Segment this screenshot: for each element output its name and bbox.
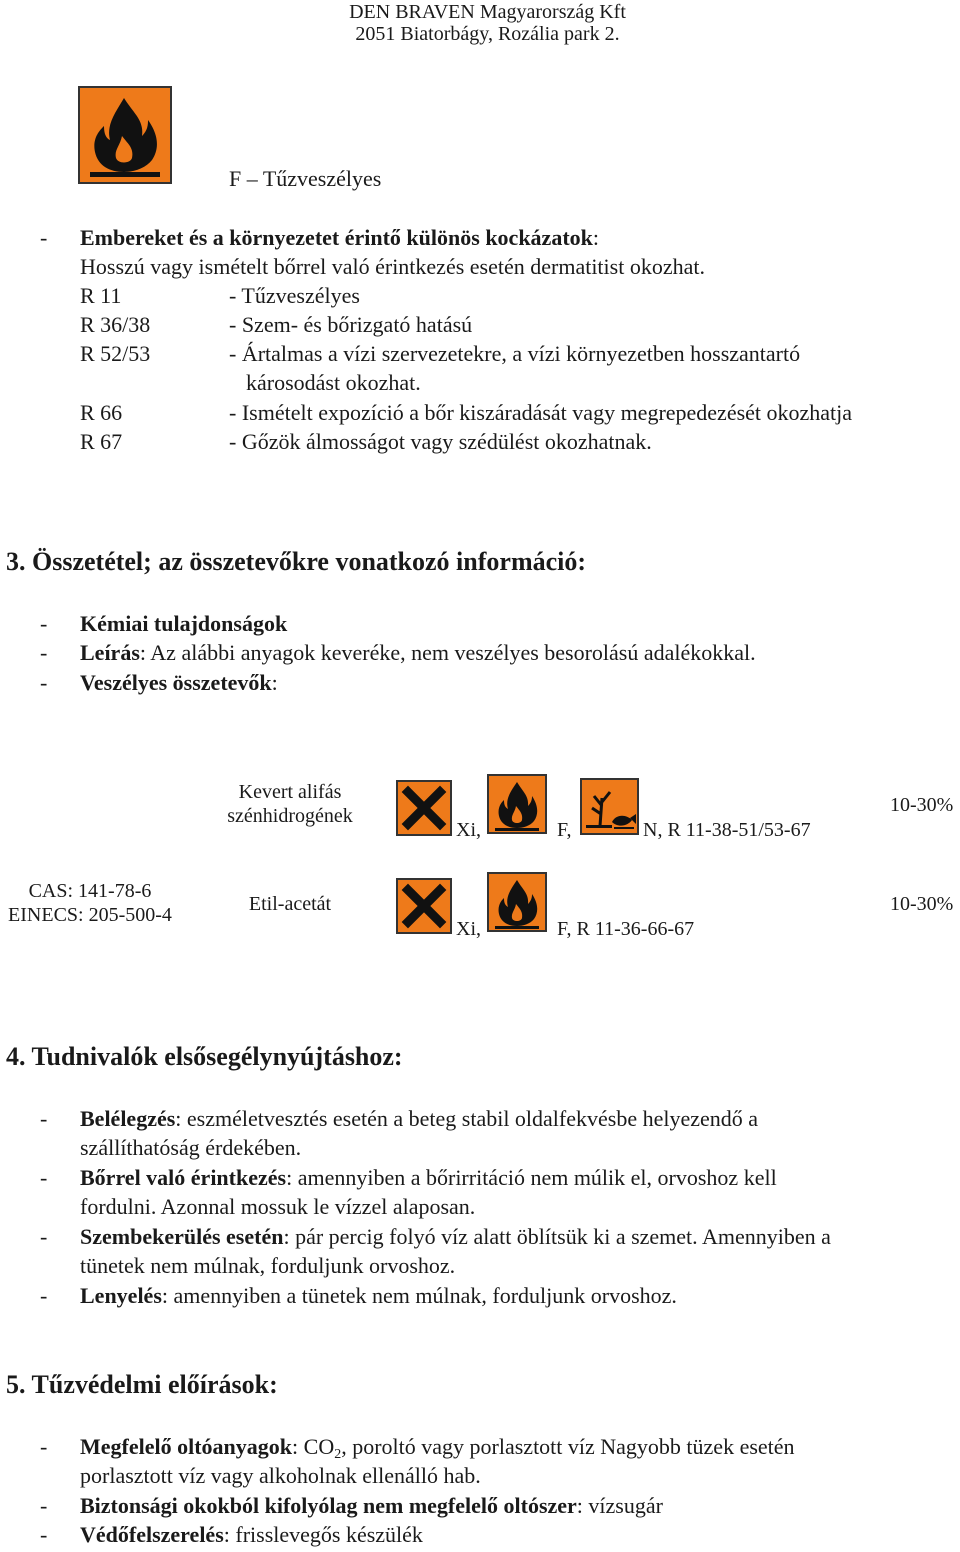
s3-item — [80, 638, 756, 667]
section5-heading: 5. Tűzvédelmi előírások: — [6, 1370, 278, 1399]
s4-item — [80, 1104, 758, 1133]
s4-item-label: Bőrrel való érintkezés — [80, 1165, 287, 1190]
s4-item — [80, 1281, 677, 1310]
bullet-dash: - — [40, 1522, 48, 1547]
r-code: R 11 — [80, 283, 122, 308]
bullet-dash: - — [40, 1434, 48, 1459]
s4-item-label: Belélegzés — [80, 1106, 176, 1131]
s5-item-cont: porlasztott víz vagy alkoholnak ellenálló hab. — [80, 1463, 481, 1488]
s5-item-label: Biztonsági okokból kifolyólag nem megfelelő oltószer — [80, 1493, 577, 1518]
s3-item-text: : Az alábbi anyagok keveréke, nem veszélyes besorolású adalékokkal. — [139, 640, 756, 665]
harmful-irritant-icon — [396, 780, 452, 836]
s3-item-label: Kémiai tulajdonságok — [80, 611, 288, 636]
s3-item-label: Leírás — [80, 640, 140, 665]
bullet-dash: - — [40, 1493, 48, 1518]
component-name: Kevert alifás — [238, 781, 342, 803]
risks-intro: Hosszú vagy ismételt bőrrel való érintkezés esetén dermatitist okozhat. — [80, 254, 705, 279]
flammable-icon — [487, 774, 549, 836]
subscript: 2 — [334, 1447, 342, 1462]
section4-heading: 4. Tudnivalók elsősegélynyújtáshoz: — [6, 1042, 403, 1071]
harmful-irritant-icon — [396, 878, 452, 934]
bullet-dash: - — [40, 1224, 48, 1249]
cas-number: CAS: 141-78-6 — [28, 880, 152, 902]
section3-heading: 3. Összetétel; az összetevőkre vonatkozó információ: — [6, 547, 587, 576]
s4-item — [80, 1163, 777, 1192]
symbol-code: F, R 11-36-66-67 — [557, 918, 695, 940]
s5-item — [80, 1491, 663, 1520]
s3-item — [80, 609, 287, 638]
s4-item-cont: fordulni. Azonnal mossuk le vízzel alaposan. — [80, 1194, 476, 1219]
flammable-icon — [78, 86, 174, 186]
symbol-code: N, R 11-38-51/53-67 — [643, 819, 811, 841]
bullet-dash: - — [40, 670, 48, 695]
s4-item-cont: tünetek nem múlnak, forduljunk orvoshoz. — [80, 1253, 456, 1278]
einecs-number: EINECS: 205-500-4 — [8, 904, 172, 926]
symbol-code: Xi, — [456, 819, 481, 841]
r-code: R 66 — [80, 400, 123, 425]
hazard-caption: F – Tűzveszélyes — [229, 166, 382, 191]
s4-item-text: : eszméletvesztés esetén a beteg stabil oldalfekvésbe helyezendő a — [175, 1106, 759, 1131]
s5-item — [80, 1520, 423, 1549]
s4-item-label: Lenyelés — [80, 1283, 162, 1308]
s4-item-cont: szállíthatóság érdekében. — [80, 1135, 302, 1160]
s4-item-text: : pár percig folyó víz alatt öblítsük ki a szemet. Amennyiben a — [283, 1224, 831, 1249]
company-address: 2051 Biatorbágy, Rozália park 2. — [355, 23, 620, 45]
risks-title-colon: : — [592, 225, 599, 250]
r-text-cont: károsodást okozhat. — [246, 370, 421, 395]
component-percent: 10-30% — [890, 893, 954, 915]
risks-title-line — [80, 223, 599, 252]
bullet-dash: - — [40, 640, 48, 665]
s5-item-text: : CO — [292, 1434, 335, 1459]
company-name: DEN BRAVEN Magyarország Kft — [349, 1, 626, 23]
symbol-code: Xi, — [456, 918, 481, 940]
r-text: - Ártalmas a vízi szervezetekre, a vízi környezetben hosszantartó — [229, 341, 801, 366]
s5-item-text: : vízsugár — [576, 1493, 663, 1518]
s3-item-label: Veszélyes összetevők — [80, 670, 272, 695]
symbol-code: F, — [557, 819, 572, 841]
s5-item-label: Védőfelszerelés — [80, 1522, 224, 1547]
component-percent: 10-30% — [890, 794, 954, 816]
s4-item-text: : amennyiben a bőrirritáció nem múlik el, orvoshoz kell — [286, 1165, 777, 1190]
s4-item — [80, 1222, 831, 1251]
bullet-dash: - — [40, 225, 48, 250]
r-code: R 67 — [80, 429, 123, 454]
r-text: - Szem- és bőrizgató hatású — [229, 312, 473, 337]
s3-item — [80, 668, 278, 697]
s5-item-label: Megfelelő oltóanyagok — [80, 1434, 293, 1459]
s4-item-label: Szembekerülés esetén — [80, 1224, 284, 1249]
bullet-dash: - — [40, 1283, 48, 1308]
r-code: R 36/38 — [80, 312, 151, 337]
r-text: - Ismételt expozíció a bőr kiszáradását vagy megrepedezését okozhatja — [229, 400, 853, 425]
environment-hazard-icon — [580, 778, 640, 836]
r-text: - Tűzveszélyes — [229, 283, 360, 308]
r-text: - Gőzök álmosságot vagy szédülést okozhatnak. — [229, 429, 652, 454]
component-name: szénhidrogének — [227, 805, 353, 827]
bullet-dash: - — [40, 611, 48, 636]
s4-item-text: : amennyiben a tünetek nem múlnak, forduljunk orvoshoz. — [161, 1283, 677, 1308]
flammable-icon — [487, 872, 549, 934]
component-name: Etil-acetát — [248, 893, 332, 915]
s5-item-text: , poroltó vagy porlasztott víz Nagyobb tüzek esetén — [341, 1434, 795, 1459]
s5-item-text: : frisslevegős készülék — [223, 1522, 423, 1547]
r-code: R 52/53 — [80, 341, 151, 366]
s3-item-text: : — [271, 670, 278, 695]
bullet-dash: - — [40, 1106, 48, 1131]
bullet-dash: - — [40, 1165, 48, 1190]
risks-title: Embereket és a környezetet érintő különös kockázatok — [80, 225, 593, 250]
